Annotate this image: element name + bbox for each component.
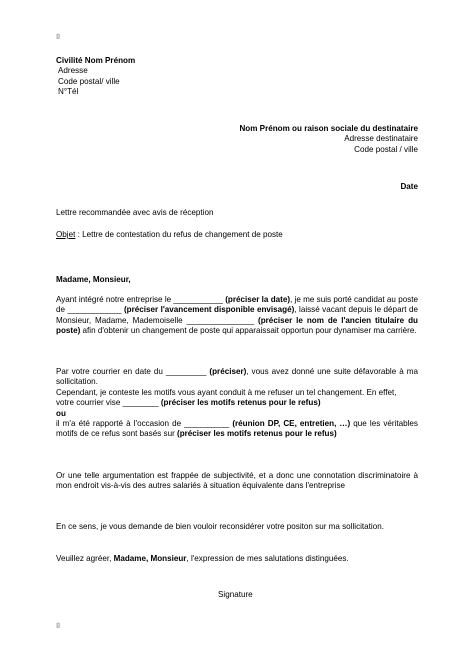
p2-text-1: Par votre courrier en date du [56, 367, 166, 376]
sender-block [56, 56, 135, 98]
subject-label: Objet [56, 230, 76, 239]
p2-line-3 [56, 398, 418, 408]
subject-text: : Lettre de contestation du refus de changement de poste [75, 230, 283, 239]
p2-line-2: Cependant, je conteste les motifs vous ayant conduit à me refuser un tel changement. En effet, [56, 387, 397, 397]
recipient-block [158, 124, 418, 155]
p1-placeholder-former-holder: (préciser le nom de l'ancien titulaire du poste) [56, 315, 419, 336]
p2-text-2: , vous avez donné une suite défavorable à ma sollicitation. [56, 367, 418, 387]
p1-blank-position: ____________ [67, 305, 122, 315]
p2-blank-letter: ________ [122, 398, 159, 408]
p2-placeholder-meeting: (réunion DP, CE, entretien, …) [229, 419, 351, 429]
salutation: Madame, Monsieur, [56, 275, 131, 284]
closing-text-2: , l'expression de mes salutations distinguées. [186, 554, 349, 563]
p2-text-5: que les véritables motifs de ce refus sont basés sur [56, 419, 418, 439]
p2-or: ou [56, 408, 66, 418]
sender-address: Adresse [58, 66, 88, 76]
p2-placeholder-reasons-2: (préciser les motifs retenus pour le refus) [177, 429, 337, 439]
p2-line-1 [56, 367, 418, 388]
paragraph-1 [56, 295, 418, 337]
closing-text-1: Veuillez agréer, [56, 554, 114, 563]
closing-line [56, 554, 349, 564]
p2-placeholder: (préciser) [206, 367, 247, 376]
p1-text-4: afin d'obtenir un changement de poste qui apparaissait opportun pour dynamiser ma carrière. [80, 326, 417, 336]
paragraph-4: En ce sens, je vous demande de bien vouloir reconsidérer votre positon sur ma sollicitation. [56, 522, 384, 531]
p1-text-3: , laissé vacant depuis le départ de Monsieur, Madame, Mademoiselle [56, 305, 418, 325]
letter-date: Date [400, 182, 418, 191]
page-mark-bottom: ⌷ [56, 623, 61, 630]
p1-placeholder-position: (préciser l'avancement disponible envisagé) [121, 305, 295, 315]
shipping-note: Lettre recommandée avec avis de réception [56, 208, 214, 217]
page-mark-top: ⌷ [56, 34, 61, 41]
paragraph-2 [56, 367, 418, 440]
subject-line [56, 230, 283, 240]
p2-text-3: votre courrier vise [56, 398, 123, 408]
p2-placeholder-reasons-1: (préciser les motifs retenus pour le refus) [158, 398, 321, 408]
signature: Signature [218, 590, 253, 599]
closing-addressee: Madame, Monsieur [113, 554, 187, 563]
p1-blank-date: ___________ [173, 295, 223, 304]
paragraph-3: Or une telle argumentation est frappée de subjectivité, et a donc une connotation discriminatoire à mon endroit vis-à-vis des autres salariés à situation équivalente dans l'entreprise [56, 471, 418, 491]
sender-name: Civilité Nom Prénom [56, 56, 136, 65]
sender-city: Code postal/ ville [58, 76, 120, 86]
p2-blank-meeting: __________ [184, 419, 230, 429]
recipient-name: Nom Prénom ou raison sociale du destinataire [239, 124, 418, 133]
p1-text-1: Ayant intégré notre entreprise le [56, 295, 174, 304]
p1-text-2: , je me suis porté candidat au poste de [56, 295, 419, 315]
recipient-city: Code postal / ville [354, 144, 418, 154]
p1-blank-name: _______________ [186, 315, 255, 325]
sender-phone: N°Tél [58, 87, 79, 97]
p2-text-4: il m'a été rapporté à l'occasion de [56, 419, 185, 429]
p1-placeholder-date: (préciser la date) [222, 295, 291, 304]
recipient-address: Adresse destinataire [344, 134, 418, 144]
p2-blank-date: _________ [165, 367, 207, 376]
p2-line-4 [56, 419, 418, 440]
